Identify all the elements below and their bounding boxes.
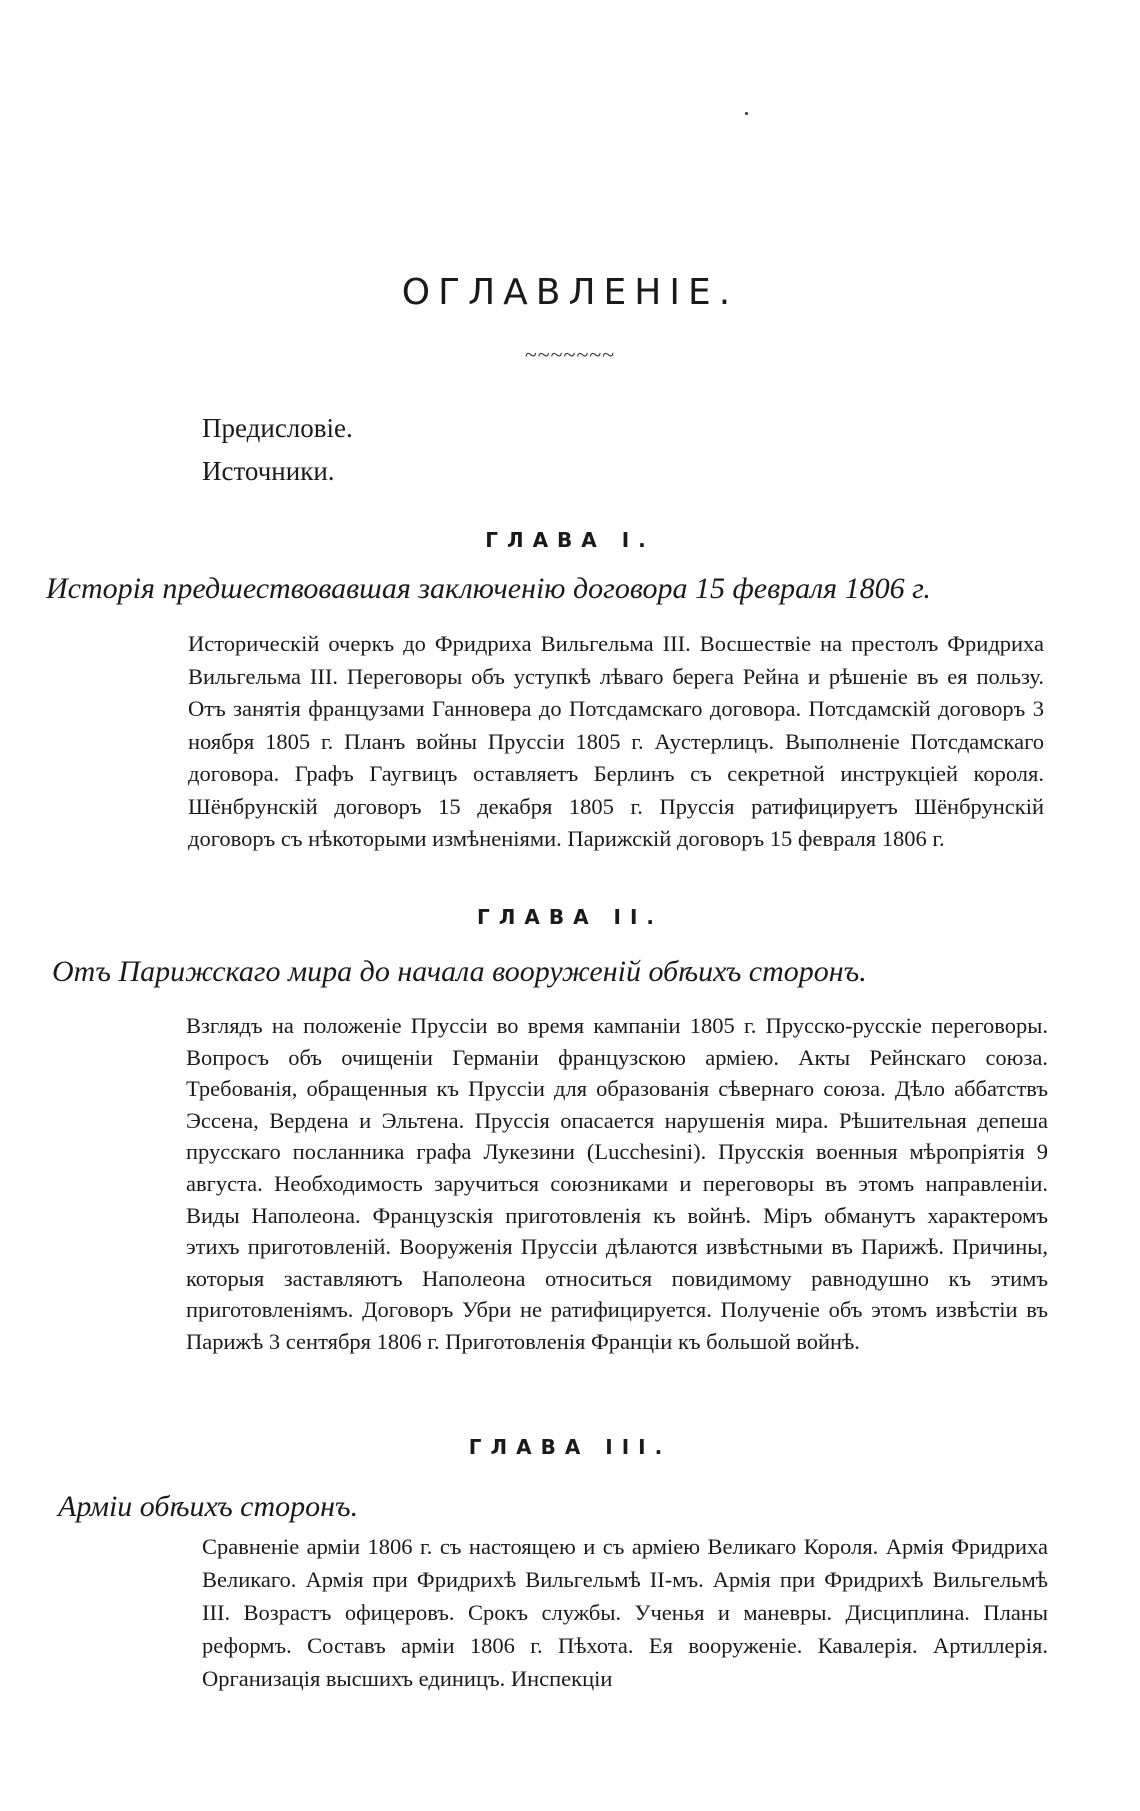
- chapter-1-title: Исторія предшествовавшая заключенію договора 15 февраля 1806 г.: [46, 572, 931, 605]
- chapter-1-heading: ГЛАВА I.: [485, 528, 655, 552]
- chapter-3-heading: ГЛАВА III.: [468, 1435, 672, 1459]
- title-ornament: ~~~~~~~: [524, 342, 616, 367]
- chapter-3-title: Арміи обѣихъ сторонъ.: [58, 1490, 359, 1523]
- toc-entry-sources: Источники.: [202, 456, 335, 486]
- chapter-2-heading: ГЛАВА II.: [477, 905, 663, 929]
- chapter-2-title: Отъ Парижскаго мира до начала вооруженій обѣихъ сторонъ.: [52, 955, 867, 988]
- chapter-1-summary: Историческій очеркъ до Фридриха Вильгельма III. Восшествіе на престолъ Фридриха Вильгельма III. Переговоры объ уступкѣ лѣваго берега Рейна и рѣшеніе въ ея пользу. Отъ занятія французами Ганновера до Потсдамскаго договора. Потсдамскій договоръ 3 ноября 1805 г. Планъ войны Пруссіи 1805 г. Аустерлицъ. Выполненіе Потсдамскаго договора. Графъ Гаугвицъ оставляетъ Берлинъ съ секретной инструкціей короля. Шёнбрунскій договоръ 15 декабря 1805 г. Пруссія ратифицируетъ Шёнбрунскій договоръ съ нѣкоторыми измѣненіями. Парижскій договоръ 15 февраля 1806 г.: [188, 631, 1044, 851]
- page-title: ОГЛАВЛЕНІЕ.: [401, 272, 739, 313]
- chapter-3-summary: Сравненіе арміи 1806 г. съ настоящею и съ арміею Великаго Короля. Армія Фридриха Великаго. Армія при Фридрихѣ Вильгельмѣ II-мъ. Армія при Фридрихѣ Вильгельмѣ III. Возрастъ офицеровъ. Срокъ службы. Ученья и маневры. Дисциплина. Планы реформъ. Составъ арміи 1806 г. Пѣхота. Ея вооруженіе. Кавалерія. Артиллерія. Организація высшихъ единицъ. Инспекціи: [202, 1534, 1048, 1691]
- toc-entry-preface: Предисловіе.: [202, 413, 353, 443]
- print-speck: [745, 112, 748, 115]
- chapter-2-summary: Взглядъ на положеніе Пруссіи во время кампаніи 1805 г. Прусско-русскіе переговоры. Вопросъ объ очищеніи Германіи французскою арміею. Акты Рейнскаго союза. Требованія, обращенныя къ Пруссіи для образованія сѣвернаго союза. Дѣло аббатствъ Эссена, Вердена и Эльтена. Пруссія опасается нарушенія мира. Рѣшительная депеша прусскаго посланника графа Лукезини (Lucchesini). Прусскія военныя мѣропріятія 9 августа. Необходимость заручиться союзниками и переговоры въ этомъ направленіи. Виды Наполеона. Французскія приготовленія къ войнѣ. Міръ обманутъ характеромъ этихъ приготовленій. Вооруженія Пруссіи дѣлаются извѣстными въ Парижѣ. Причины, которыя заставляютъ Наполеона относиться повидимому равнодушно къ этимъ приготовленіямъ. Договоръ Убри не ратифицируется. Полученіе объ этомъ извѣстіи въ Парижѣ 3 сентября 1806 г. Приготовленія Франціи къ большой войнѣ.: [186, 1013, 1048, 1354]
